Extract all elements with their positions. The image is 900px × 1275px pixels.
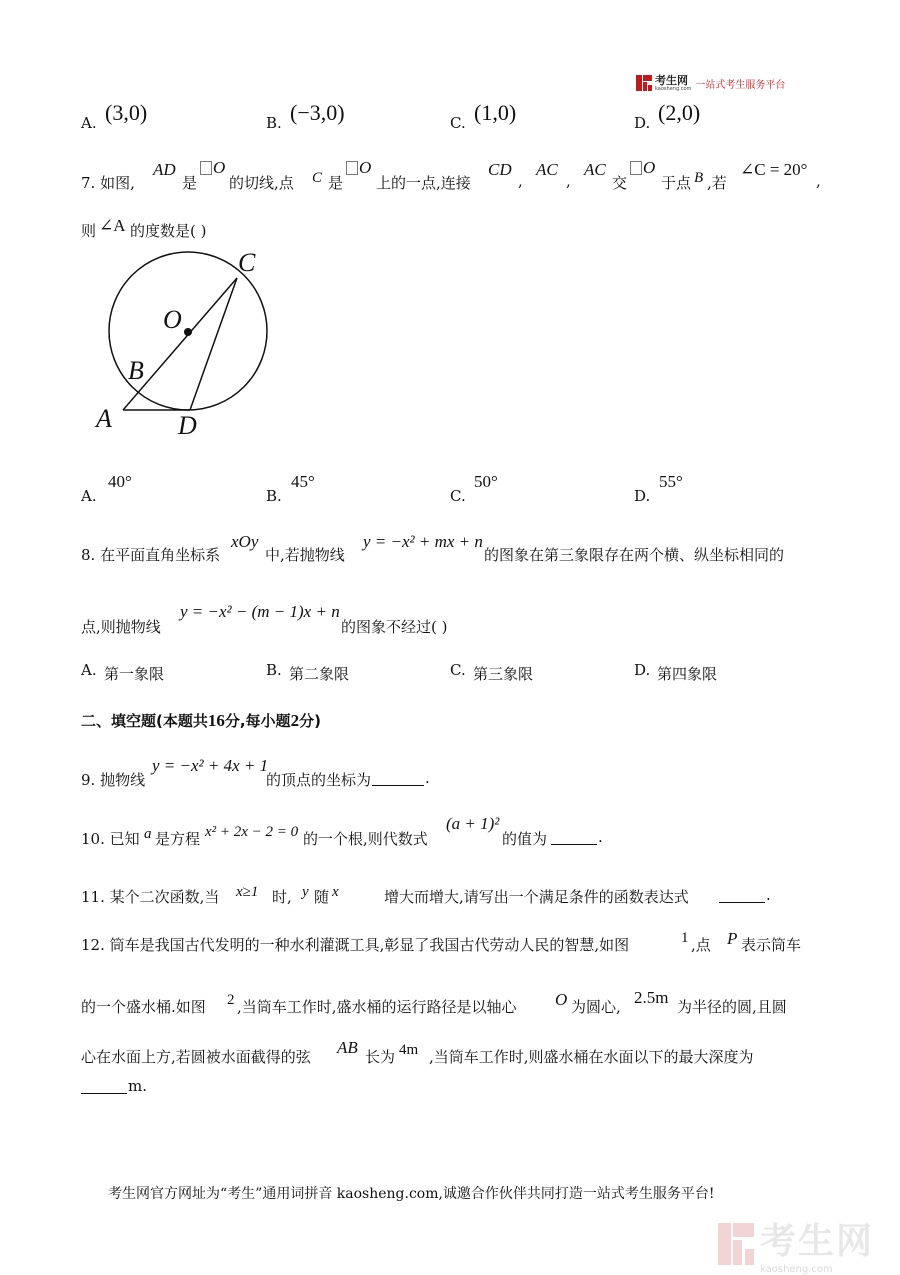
- watermark: [718, 1213, 874, 1275]
- q12-line2-b: ,当筒车工作时,盛水桶的运行路径是以轴心: [237, 998, 517, 1016]
- q7-comma-3: ,: [816, 172, 821, 190]
- q7-text-4: 上的一点,连接: [376, 174, 471, 192]
- q7-line2-b: 的度数是( ): [130, 222, 207, 240]
- q6-option-a-value: (3,0): [105, 100, 148, 125]
- q11-y: y: [302, 884, 309, 900]
- q11-text-1: 时,: [272, 888, 292, 906]
- q10-eq: x² + 2x − 2 = 0: [205, 824, 299, 840]
- q11-text-3: 增大而增大,请写出一个满足条件的函数表达式: [384, 888, 689, 906]
- footer-text: 考生网官方网址为“考生”通用词拼音 kaosheng.com,诚邀合作伙伴共同打造一站式考生服务平台!: [108, 1186, 715, 1202]
- q12-radius: 2.5m: [634, 988, 669, 1007]
- q10-answer-blank[interactable]: [551, 830, 597, 845]
- q12-fig2: 2: [227, 992, 235, 1008]
- q10-end: .: [598, 828, 603, 846]
- q7-option-b-value: 45°: [291, 472, 315, 491]
- section-heading-a: 二、填空题(本题共: [81, 712, 208, 730]
- q7-line2-angle: ∠A: [99, 216, 126, 235]
- q7-text-3: 是: [328, 174, 344, 192]
- q8-eq2: y = −x² − (m − 1)x + n: [180, 602, 340, 621]
- q12-length: 4m: [399, 1042, 419, 1058]
- fig-label-b: B: [128, 356, 144, 385]
- q8-text-2: 的图象在第三象限存在两个横、纵坐标相同的: [484, 546, 785, 564]
- q9-end: .: [425, 769, 430, 787]
- q12-o: O: [555, 990, 568, 1009]
- watermark-en: kaosheng.com: [760, 1264, 833, 1275]
- q8-eq1: y = −x² + mx + n: [363, 532, 483, 551]
- q7-o1: O: [213, 158, 226, 177]
- q8-xoy: xOy: [231, 532, 259, 551]
- q12-line3-a: 心在水面上方,若圆被水面截得的弦: [81, 1048, 311, 1066]
- circle-symbol-icon: [199, 160, 213, 178]
- circle-symbol-icon: [345, 160, 359, 178]
- q7-comma-2: ,: [566, 172, 571, 190]
- q7-comma-1: ,: [518, 172, 523, 190]
- q7-option-a-value: 40°: [108, 472, 132, 491]
- q10-text-1: 是方程: [155, 830, 201, 848]
- logo-text: [655, 75, 691, 92]
- q7-text-2: 的切线,点: [229, 174, 294, 192]
- q7-option-a-label: A.: [81, 487, 97, 505]
- q7-angle: ∠C = 20°: [740, 160, 808, 179]
- q7-o3: O: [643, 158, 656, 177]
- q8-option-b-value: 第二象限: [289, 665, 350, 683]
- q7-option-d-value: 55°: [659, 472, 683, 491]
- figure-center-point: [184, 328, 192, 336]
- watermark-cn: 考生网: [760, 1221, 875, 1262]
- q8-option-b-label: B.: [266, 661, 282, 679]
- q7-text-5: 交: [612, 174, 628, 192]
- q7-text-7: ,若: [707, 174, 727, 192]
- section-heading: [81, 710, 321, 731]
- q7-option-d-label: D.: [634, 487, 651, 505]
- q12-number: 12. 筒车是我国古代发明的一种水利灌溉工具,彰显了我国古代劳动人民的智慧,如图: [81, 936, 630, 954]
- q6-option-b-label: B.: [266, 114, 282, 132]
- q12-line3-b: 长为: [365, 1048, 396, 1066]
- q6-option-d-label: D.: [634, 114, 651, 132]
- q10-expr: (a + 1)²: [446, 814, 500, 833]
- q12-line3-c: ,当筒车工作时,则盛水桶在水面以下的最大深度为: [429, 1048, 754, 1066]
- q11-number: 11. 某个二次函数,当: [81, 888, 220, 906]
- q7-ac1: AC: [536, 160, 558, 179]
- q6-option-d-value: (2,0): [658, 100, 701, 125]
- fig-label-d: D: [178, 411, 197, 440]
- q12-unit: m.: [128, 1077, 147, 1095]
- q8-option-c-label: C.: [450, 661, 466, 679]
- q7-b: B: [694, 170, 704, 186]
- q10-text-3: 的值为: [502, 830, 548, 848]
- logo-tagline: 一站式考生服务平台: [695, 79, 786, 91]
- q12-p: P: [727, 929, 738, 948]
- q10-a: a: [144, 826, 152, 842]
- figure-line-cd: [190, 278, 237, 410]
- q7-line2-a: 则: [81, 222, 97, 240]
- logo-icon: [636, 75, 652, 91]
- q6-option-c-value: (1,0): [474, 100, 517, 125]
- q6-option-c-label: C.: [450, 114, 466, 132]
- q8-option-d-label: D.: [634, 661, 651, 679]
- q7-number: 7. 如图,: [81, 174, 135, 192]
- q9-answer-blank[interactable]: [372, 771, 424, 786]
- section-heading-n2: 2: [290, 711, 300, 730]
- q11-cond: x≥1: [236, 884, 259, 900]
- q12-fig1: 1: [681, 930, 689, 946]
- q9-text: 的顶点的坐标为: [266, 771, 372, 789]
- figure-line-ac: [123, 278, 237, 410]
- logo-en: kaosheng.com: [655, 85, 692, 92]
- q9-number: 9. 抛物线: [81, 771, 146, 789]
- q7-text-6: 于点: [661, 174, 692, 192]
- section-heading-b: 分,每小题: [224, 712, 291, 730]
- logo-cn: 考生网: [655, 73, 688, 87]
- q8-option-c-value: 第三象限: [473, 665, 534, 683]
- q6-option-b-value: (−3,0): [290, 100, 345, 125]
- q12-line2-c: 为圆心,: [571, 998, 621, 1016]
- q8-option-d-value: 第四象限: [657, 665, 718, 683]
- q6-option-a-label: A.: [81, 114, 97, 132]
- section-heading-c: 分): [299, 712, 321, 730]
- q11-text-2: 随: [314, 888, 330, 906]
- q8-line2-b: 的图象不经过( ): [341, 618, 448, 636]
- q7-text-1: 是: [182, 174, 198, 192]
- q7-ad: AD: [153, 160, 176, 179]
- section-heading-n1: 16: [207, 711, 225, 730]
- q8-number: 8. 在平面直角坐标系: [81, 546, 221, 564]
- q11-answer-blank[interactable]: [719, 888, 765, 903]
- q10-number: 10. 已知: [81, 830, 140, 848]
- circle-symbol-icon: [629, 160, 643, 178]
- q7-option-c-value: 50°: [474, 472, 498, 491]
- q12-ab: AB: [337, 1038, 358, 1057]
- fig-label-a: A: [96, 404, 112, 433]
- q7-option-b-label: B.: [266, 487, 282, 505]
- q7-o2: O: [359, 158, 372, 177]
- fig-label-o: O: [163, 305, 182, 334]
- q9-eq: y = −x² + 4x + 1: [152, 756, 269, 775]
- q11-end: .: [766, 886, 771, 904]
- q10-text-2: 的一个根,则代数式: [303, 830, 428, 848]
- q11-x: x: [332, 884, 339, 900]
- q8-line2-a: 点,则抛物线: [81, 618, 161, 636]
- q12-answer-blank[interactable]: [81, 1079, 127, 1094]
- q7-c: C: [312, 170, 323, 186]
- q7-ac2: AC: [584, 160, 606, 179]
- q7-option-c-label: C.: [450, 487, 466, 505]
- q8-option-a-label: A.: [81, 661, 97, 679]
- q12-text-1: ,点: [691, 936, 711, 954]
- header-logo: [636, 72, 785, 94]
- q8-text-1: 中,若抛物线: [265, 546, 345, 564]
- watermark-logo-icon: [718, 1223, 754, 1265]
- q8-option-a-value: 第一象限: [104, 665, 165, 683]
- q12-text-2: 表示筒车: [741, 936, 802, 954]
- q12-line2-a: 的一个盛水桶.如图: [81, 998, 206, 1016]
- fig-label-c: C: [238, 248, 256, 277]
- q7-cd: CD: [488, 160, 512, 179]
- q12-line2-d: 为半径的圆,且圆: [677, 998, 787, 1016]
